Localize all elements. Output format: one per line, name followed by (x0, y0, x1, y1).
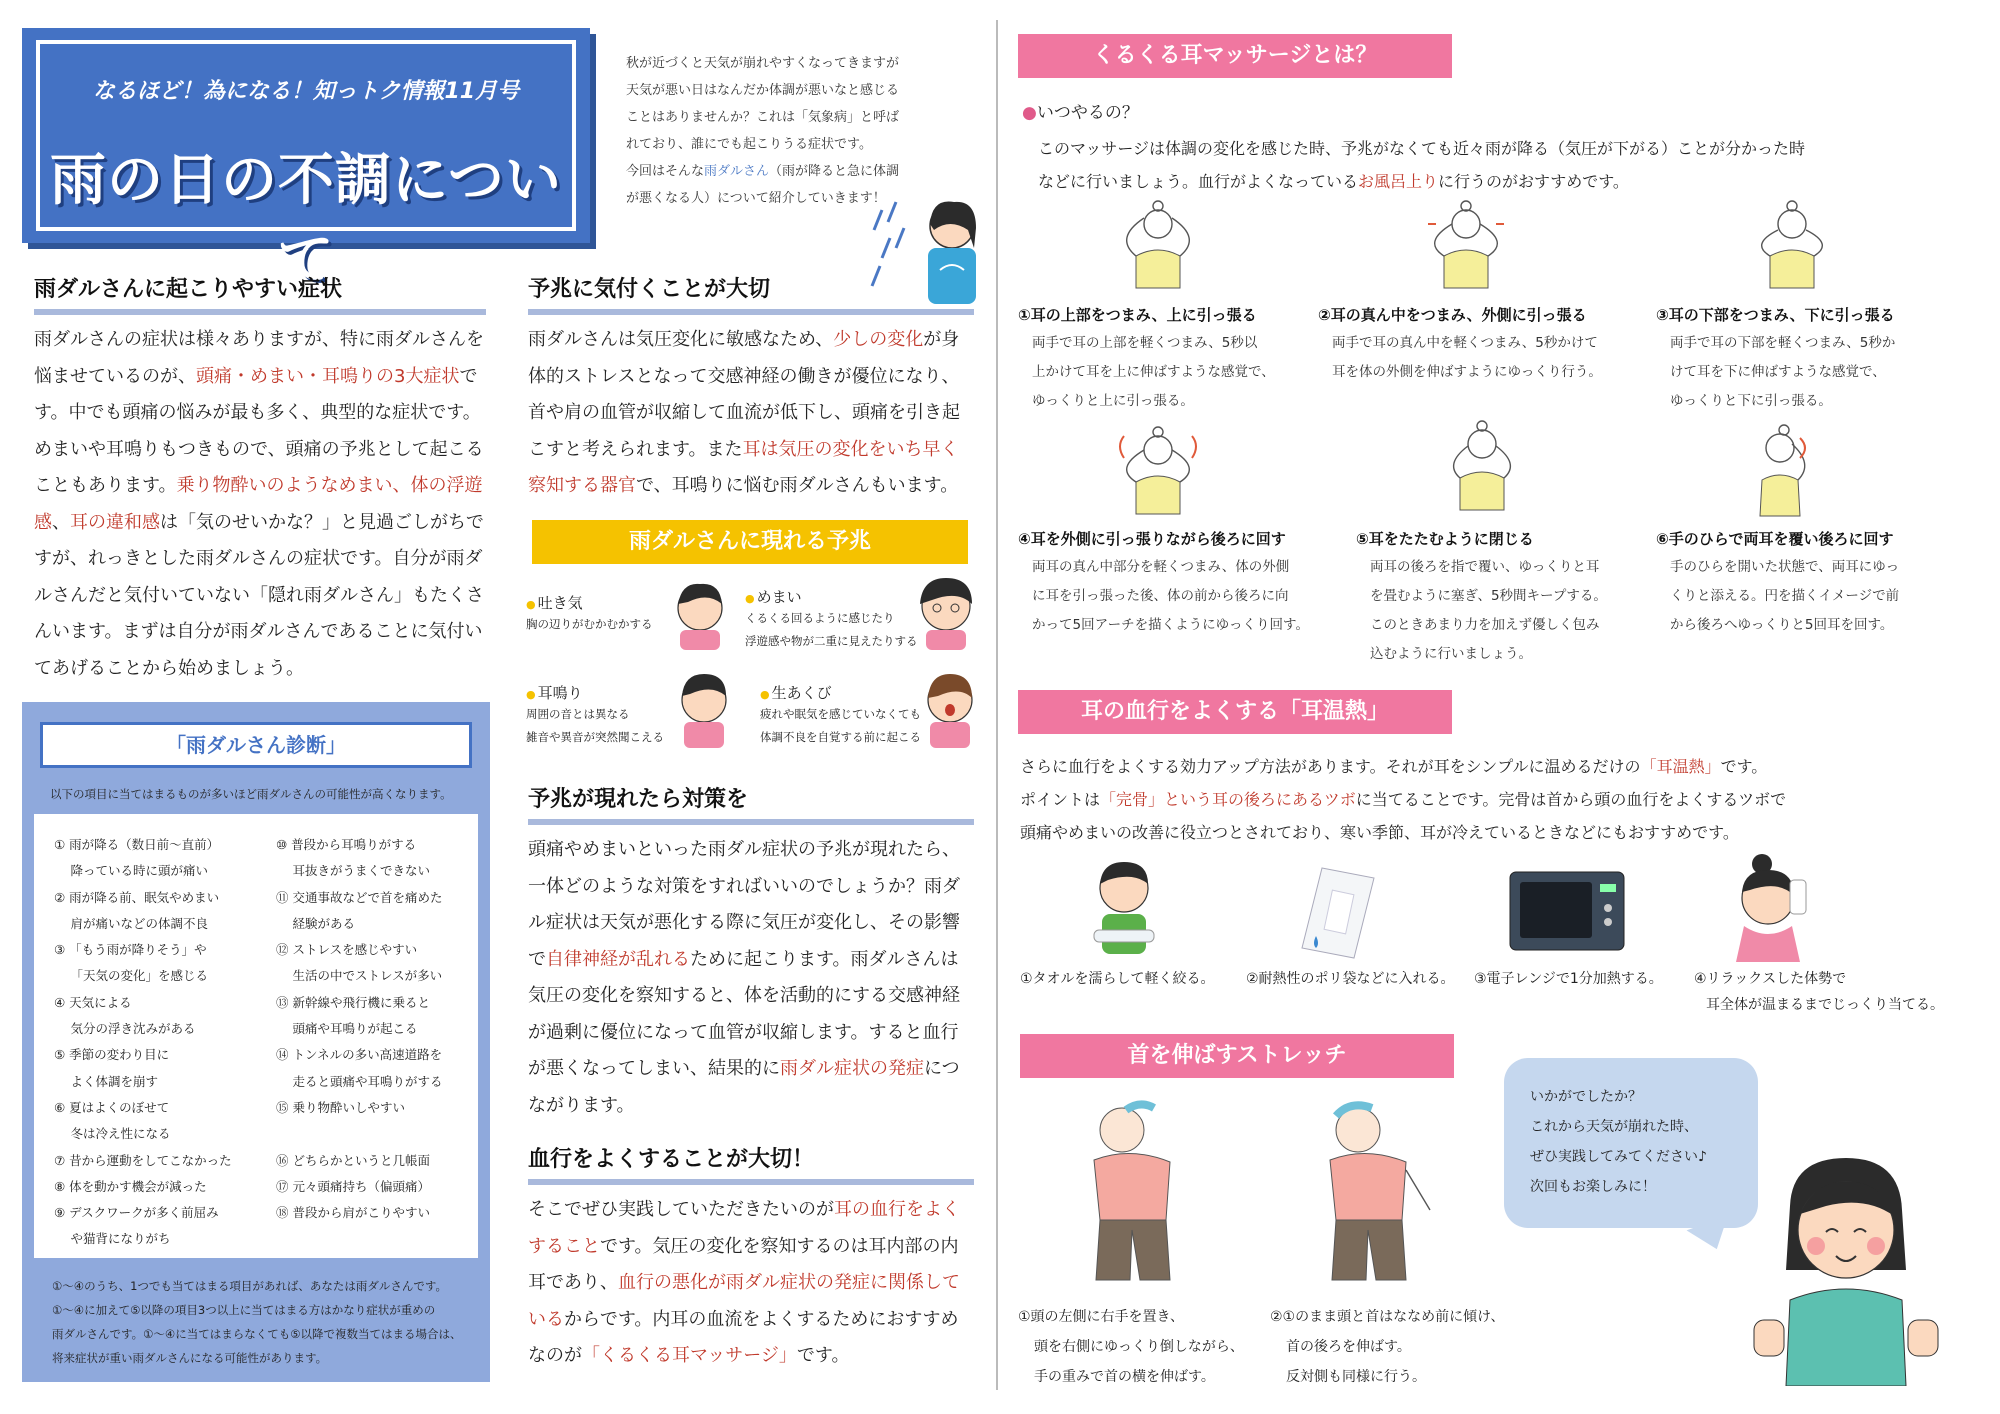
ear-warming-step-3: ③電子レンジで1分加熱する。 (1474, 971, 1663, 987)
signs-band: 雨ダルさんに現れる予兆 (532, 520, 968, 564)
stretch-band: 首を伸ばすストレッチ (1020, 1034, 1454, 1078)
massage-step-6-figure (1736, 420, 1826, 520)
check-item: 生活の中でストレスが多い (276, 968, 443, 984)
massage-intro: このマッサージは体調の変化を感じた時、予兆がなくても近々雨が降る（気圧が下がる）ことが分かった時 などに行いましょう。血行がよくなっているお風呂上りに行うのがおすすめです。 (1038, 139, 1806, 191)
check-item: ⑫ ストレスを感じやすい (276, 942, 418, 958)
check-item: 耳抜きがうまくできない (276, 863, 430, 879)
check-item: ⑭ トンネルの多い高速道路を (276, 1047, 443, 1063)
sign-item-nausea: ● 吐き気 胸の辺りがむかむかする (526, 592, 726, 636)
diagnosis-left-column (54, 832, 264, 1253)
massage-step-5-figure (1430, 410, 1534, 516)
diagnosis-right-column (276, 832, 486, 1226)
check-item: ⑪ 交通事故などで首を痛めた (276, 889, 443, 905)
blood-flow-heading: 血行をよくすることが大切！ (528, 1142, 974, 1185)
yawning-girl-illustration (918, 668, 984, 752)
check-item: 「天気の変化」を感じる (54, 968, 208, 984)
check-item (276, 1121, 486, 1147)
intro-line: が悪くなる人）について紹介していきます！ (626, 191, 886, 206)
check-item: や猫背になりがち (54, 1231, 171, 1247)
massage-step-1: ①耳の上部をつまみ、上に引っ張る 両手で耳の上部を軽くつまみ、5秒以 上かけて耳を上に伸ばすような感覚で、 ゆっくりと上に引っ張る。 (1018, 306, 1275, 409)
intro-line: 秋が近づくと天気が崩れやすくなってきますが (626, 56, 900, 71)
massage-step-4: ④耳を外側に引っ張りながら後ろに回す 両耳の真ん中部分を軽くつまみ、体の外側 に耳を引っ張った後、体の前から後ろに向 かって5回アーチを描くようにゆっくり回す。 (1018, 530, 1309, 633)
massage-step-2: ②耳の真ん中をつまみ、外側に引っ張る 両手で耳の真ん中を軽くつまみ、5秒かけて 耳を体の外側を伸ばすようにゆっくり行う。 (1318, 306, 1602, 380)
check-item: ③ 「もう雨が降りそう」や (54, 942, 207, 958)
check-item: ⑬ 新幹線や飛行機に乗ると (276, 994, 430, 1010)
massage-step-4-figure (1106, 420, 1210, 520)
ear-warming-step-2: ②耐熱性のポリ袋などに入れる。 (1246, 971, 1455, 987)
ear-warming-text: さらに血行をよくする効力アップ方法があります。それが耳をシンプルに温めるだけの「耳温熱」です。 ポイントは「完骨」という耳の後ろにあるツボに当てることです。完骨は首から頭の血行をよくするツボで 頭痛やめまいの改善に役立つとされており、寒い季節、耳が冷えているときなどにもおすすめです。 (1020, 757, 1787, 842)
warning-text: 雨ダルさんは気圧変化に敏感なため、少しの変化が身体的ストレスとなって交感神経の働きが優位になり、首や肩の血管が収縮して血流が低下し、頭痛を引き起こすと考えられます。また耳は気圧の変化をいち早く察知する器官で、耳鳴りに悩む雨ダルさんもいます。 (528, 329, 960, 496)
check-item: ① 雨が降る（数日前〜直前） (54, 837, 220, 852)
tinnitus-girl-illustration (666, 668, 742, 752)
check-item: ⑩ 普段から耳鳴りがする (276, 837, 417, 852)
check-item: ④ 天気による (54, 994, 132, 1010)
diagnosis-checklist (34, 814, 478, 1258)
diagnosis-box (22, 702, 490, 1382)
countermeasure-text: 頭痛やめまいといった雨ダル症状の予兆が現れたら、一体どのような対策をすればいいのでしょうか？雨ダル症状は天気が悪化する際に気圧が変化し、その影響で自律神経が乱れるために起こります。雨ダルさんは気圧の変化を察知すると、体を活動的にする交感神経が過剰に優位になって血管が収縮します。すると血行が悪くなってしまい、結果的に雨ダル症状の発症につながります。 (528, 839, 960, 1116)
ear-warming-band: 耳の血行をよくする「耳温熱」 (1018, 690, 1452, 734)
ear-warming-step-4: ④リラックスした体勢で 耳全体が温まるまでじっくり当てる。 (1694, 971, 1944, 1013)
microwave-illustration (1508, 868, 1628, 954)
diagnosis-result: ①〜④のうち、1つでも当てはまる項目があれば、あなたは雨ダルさんです。 ①〜④に加えて⑤以降の項目3つ以上に当てはまる方はかなり症状が重めの 雨ダルさんです。①〜④に当てはまらなくても⑤以降で複数当てはまる場合は、 将来症状が重い雨ダルさんになる可能性があります。 (52, 1279, 462, 1365)
nurse-thumbs-up-illustration (1746, 1150, 1946, 1386)
wringing-towel-illustration (1082, 858, 1166, 962)
check-item: ⑮ 乗り物酔いしやすい (276, 1099, 405, 1115)
check-item: 経験がある (276, 915, 355, 931)
massage-step-3: ③耳の下部をつまみ、下に引っ張る 両手で耳の下部を軽くつまみ、5秒か けて耳を下に伸ばすような感覚で、 ゆっくりと下に引っ張る。 (1656, 306, 1896, 409)
closing-speech-bubble: いかがでしたか？ これから天気が崩れた時、 ぜひ実践してみてください♪ 次回もお楽しみに！ (1504, 1058, 1758, 1228)
check-item: ⑯ どちらかというと几帳面 (276, 1152, 430, 1168)
sign-item-dizziness: ● めまい くるくる回るように感じたり 浮遊感や物が二重に見えたりする (745, 586, 935, 653)
page-title: 雨の日の不調について (50, 148, 562, 293)
intro-line: 今回はそんな雨ダルさん（雨が降ると急に体調 (626, 164, 900, 179)
massage-when: ●いつやるの？ (1022, 103, 1139, 123)
check-item: ⑧ 体を動かす機会が減った (54, 1178, 207, 1194)
massage-step-5: ⑤耳をたたむように閉じる 両耳の後ろを指で覆い、ゆっくりと耳 を畳むように塞ぎ、5秒間キープする。 このときあまり力を加えず優しく包み 込むように行いましょう。 (1356, 530, 1607, 662)
symptoms-heading: 雨ダルさんに起こりやすい症状 (34, 272, 486, 315)
check-item: ⑦ 昔から運動をしてこなかった (54, 1152, 232, 1168)
stretch-step-1: ①頭の左側に右手を置き、 頭を右側にゆっくり倒しながら、 手の重みで首の横を伸ばす。 (1018, 1309, 1244, 1385)
intro-line: 天気が悪い日はなんだか体調が悪いなと感じる (626, 83, 900, 98)
check-item: ⑤ 季節の変わり目に (54, 1047, 170, 1063)
sign-item-tinnitus: ● 耳鳴り 周囲の音とは異なる 雑音や異音が突然聞こえる (526, 682, 726, 749)
dizzy-girl-illustration (912, 572, 982, 652)
warning-heading: 予兆に気付くことが大切 (528, 272, 974, 315)
ear-warming-step-1: ①タオルを濡らして軽く絞る。 (1020, 971, 1215, 987)
stretch-step-2-figure (1296, 1090, 1446, 1290)
intro-line: ことはありませんか？これは「気象病」と呼ば (626, 110, 900, 125)
countermeasure-heading: 予兆が現れたら対策を (528, 782, 974, 825)
intro-line: れており、誰にでも起こりうる症状です。 (626, 137, 872, 152)
newsletter-subtitle: なるほど！為になる！知っトク情報11月号 (92, 79, 520, 104)
check-item: 肩が痛いなどの体調不良 (54, 915, 208, 931)
massage-band: くるくる耳マッサージとは？ (1018, 34, 1452, 78)
check-item: 頭痛や耳鳴りが起こる (276, 1021, 418, 1037)
check-item: 走ると頭痛や耳鳴りがする (276, 1073, 443, 1089)
massage-step-2-figure (1414, 194, 1518, 294)
diagnosis-note: 以下の項目に当てはまるものが多いほど雨ダルさんの可能性が高くなります。 (50, 787, 452, 801)
check-item: ⑨ デスクワークが多く前屈み (54, 1205, 219, 1221)
massage-step-6: ⑥手のひらで両耳を覆い後ろに回す 手のひらを開いた状態で、両耳にゆっ くりと添える。円を描くイメージで前 から後ろへゆっくりと5回耳を回す。 (1656, 530, 1900, 633)
check-item: ⑥ 夏はよくのぼせて (54, 1099, 170, 1115)
check-item: ⑰ 元々頭痛持ち（偏頭痛） (276, 1178, 430, 1194)
check-item: 気分の浮き沈みがある (54, 1021, 196, 1037)
massage-step-3-figure (1740, 194, 1844, 294)
nausea-girl-illustration (668, 580, 732, 650)
sign-item-yawn: ● 生あくび 疲れや眠気を感じていなくても 体調不良を自覚する前に起こる (760, 682, 940, 749)
page-divider (996, 20, 998, 1390)
massage-step-1-figure (1106, 194, 1210, 294)
plastic-bag-illustration (1298, 862, 1378, 962)
intro-text (626, 50, 926, 212)
stretch-step-2: ②①のまま頭と首はななめ前に傾け、 首の後ろを伸ばす。 反対側も同様に行う。 (1270, 1309, 1505, 1385)
symptoms-text: 雨ダルさんの症状は様々ありますが、特に雨ダルさんを悩ませているのが、頭痛・めまい・耳鳴りの3大症状です。中でも頭痛の悩みが最も多く、典型的な症状です。めまいや耳鳴りもつきもので、頭痛の予兆として起こることもあります。乗り物酔いのようなめまい、体の浮遊感、耳の違和感は「気のせいかな？」と見過ごしがちですが、れっきとした雨ダルさんの症状です。自分が雨ダルさんだと気付いていない「隠れ雨ダルさん」もたくさんいます。まずは自分が雨ダルさんであることに気付いてあげることから始めましょう。 (34, 329, 484, 679)
diagnosis-title: 「雨ダルさん診断」 (40, 722, 472, 768)
check-item: 冬は冷え性になる (54, 1126, 171, 1142)
check-item: ⑱ 普段から肩がこりやすい (276, 1205, 430, 1221)
stretch-step-1-figure (1070, 1090, 1200, 1290)
check-item: よく体調を崩す (54, 1073, 158, 1089)
warm-towel-woman-illustration (1720, 852, 1816, 962)
check-item: ② 雨が降る前、眠気やめまい (54, 889, 220, 905)
check-item: 降っている時に頭が痛い (54, 863, 208, 879)
blood-flow-text: そこでぜひ実践していただきたいのが耳の血行をよくすることです。気圧の変化を察知するのは耳内部の内耳であり、血行の悪化が雨ダル症状の発症に関係しているからです。内耳の血流をよくするためにおすすめなのが「くるくる耳マッサージ」です。 (528, 1199, 960, 1366)
